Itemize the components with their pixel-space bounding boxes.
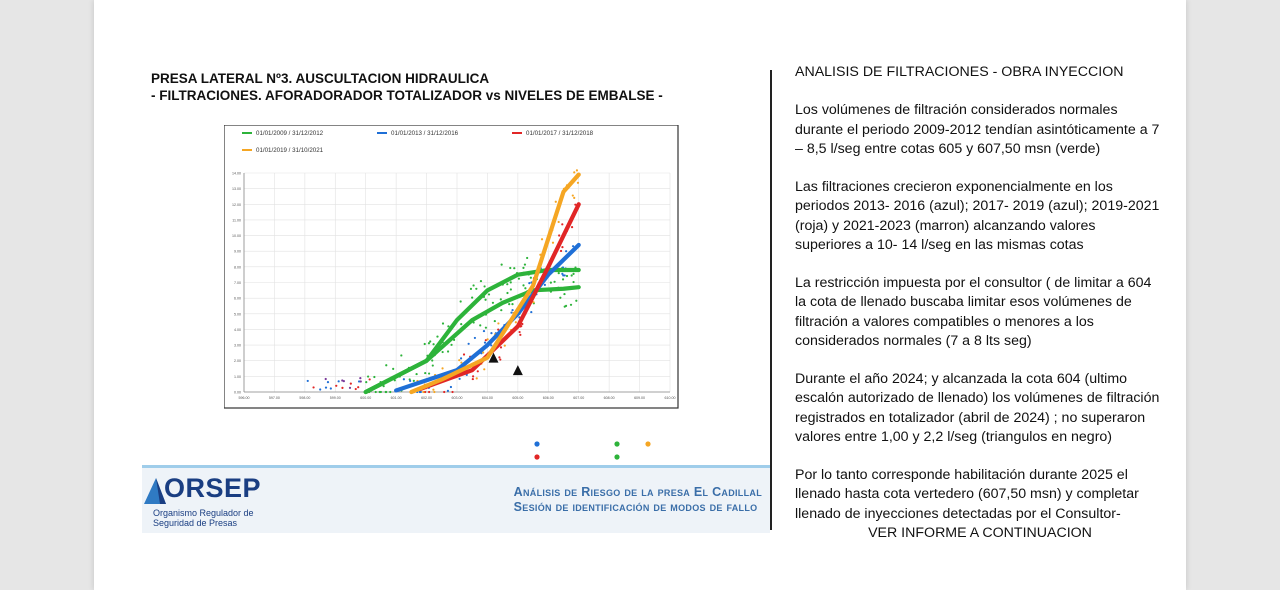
scatter-point xyxy=(319,388,321,390)
scatter-point xyxy=(550,282,552,284)
scatter-point xyxy=(490,332,492,334)
scatter-point xyxy=(392,368,394,370)
paragraph-3: La restricción impuesta por el consultor ( de limitar a 604 la cota de llenado buscaba limitar esos volúmenes de filtración a valores compatibles o menores a los considerados normales (7 a 8 lts seg) xyxy=(795,275,1152,349)
scatter-point xyxy=(522,284,524,286)
slide-title xyxy=(151,70,663,104)
slide-image xyxy=(142,70,772,530)
scatter-point xyxy=(484,299,486,301)
scatter-point xyxy=(570,304,572,306)
scatter-point xyxy=(415,373,417,375)
scatter-point xyxy=(561,223,563,225)
stray-dot xyxy=(614,441,619,446)
x-tick-label: 597.00 xyxy=(268,396,280,400)
scatter-point xyxy=(571,226,573,228)
legend-label: 01/01/2019 / 31/10/2021 xyxy=(256,147,324,155)
scatter-point xyxy=(486,338,488,340)
scatter-point xyxy=(518,278,520,280)
scatter-point xyxy=(564,306,566,308)
scatter-point xyxy=(571,274,573,276)
scatter-point xyxy=(576,169,578,171)
scatter-point xyxy=(369,378,371,380)
scatter-point xyxy=(424,372,426,374)
scatter-point xyxy=(471,297,473,299)
slide-title-line1: PRESA LATERAL Nº3. AUSCULTACION HIDRAULICA xyxy=(151,71,490,86)
scatter-point xyxy=(325,386,327,388)
scatter-point xyxy=(511,303,513,305)
paragraph-2: Las filtraciones crecieron exponencialmente en los periodos 2013- 2016 (azul); 2017- 2019 (azul); 2019-2021 (roja) y 2021-2023 (marron) alcanzando valores superiores a 10- 14 l/seg en las mismas cotas xyxy=(795,179,1160,253)
scatter-point xyxy=(355,388,357,390)
orsep-logo-subtitle: Organismo Regulador de Seguridad de Presas xyxy=(153,508,254,528)
x-tick-label: 606.00 xyxy=(542,396,554,400)
scatter-point xyxy=(565,250,567,252)
x-tick-label: 598.00 xyxy=(299,396,311,400)
scatter-point xyxy=(325,378,327,380)
scatter-point xyxy=(492,302,494,304)
scatter-point xyxy=(307,380,309,382)
scatter-point xyxy=(480,280,482,282)
scatter-point xyxy=(385,364,387,366)
scatter-point xyxy=(558,234,560,236)
scatter-point xyxy=(498,356,500,358)
scatter-point xyxy=(573,197,575,199)
scatter-point xyxy=(552,242,554,244)
scatter-point xyxy=(341,387,343,389)
scatter-point xyxy=(429,340,431,342)
scatter-point xyxy=(432,389,434,391)
scatter-point xyxy=(526,257,528,259)
paragraph-5: Por lo tanto corresponde habilitación durante 2025 el llenado hasta cota vertedero (607,50 msn) y completar llenado de inyecciones detectadas por el Consultor- xyxy=(795,467,1139,522)
legend-label: 01/01/2013 / 31/12/2016 xyxy=(391,130,459,138)
scatter-point xyxy=(504,345,506,347)
x-tick-label: 601.00 xyxy=(390,396,402,400)
x-tick-label: 602.00 xyxy=(421,396,433,400)
y-tick-label: 8.00 xyxy=(234,265,241,270)
scatter-point xyxy=(359,377,361,379)
scatter-point xyxy=(327,381,329,383)
scatter-point xyxy=(463,353,465,355)
see-report-link: VER INFORME A CONTINUACION xyxy=(868,524,1092,541)
y-tick-label: 7.00 xyxy=(234,281,241,285)
scatter-point xyxy=(422,391,424,393)
scatter-point xyxy=(447,390,449,392)
x-tick-label: 603.00 xyxy=(451,396,463,400)
scatter-point xyxy=(513,267,515,269)
scatter-point xyxy=(312,386,314,388)
scatter-point xyxy=(509,267,511,269)
scatter-point xyxy=(472,284,474,286)
x-tick-label: 605.00 xyxy=(512,396,524,400)
scatter-point xyxy=(562,274,564,276)
scatter-point xyxy=(544,284,546,286)
scatter-point xyxy=(572,273,574,275)
scatter-point xyxy=(500,309,502,311)
scatter-point xyxy=(385,391,387,393)
scatter-point xyxy=(379,391,381,393)
scatter-point xyxy=(494,320,496,322)
paragraph-1: Los volúmenes de filtración considerados normales durante el periodo 2009-2012 tendían asintóticamente a 7 – 8,5 l/seg entre cotas 605 y 607,50 msn (verde) xyxy=(795,102,1160,157)
scatter-point xyxy=(510,311,512,313)
scatter-point xyxy=(350,383,352,385)
scatter-point xyxy=(459,378,461,380)
scatter-point xyxy=(476,377,478,379)
scatter-point xyxy=(530,277,532,279)
scatter-point xyxy=(413,380,415,382)
scatter-point xyxy=(483,285,485,287)
scatter-point xyxy=(450,344,452,346)
scatter-point xyxy=(508,303,510,305)
scatter-point xyxy=(349,387,351,389)
scatter-point xyxy=(510,288,512,290)
scatter-point xyxy=(500,298,502,300)
scatter-point xyxy=(436,335,438,337)
scatter-point xyxy=(428,372,430,374)
scatter-point xyxy=(409,380,411,382)
scatter-point xyxy=(460,323,462,325)
scatter-point xyxy=(451,391,453,393)
scatter-point xyxy=(477,370,479,372)
scatter-point xyxy=(566,275,568,277)
analysis-text xyxy=(795,63,1165,543)
stray-dot xyxy=(534,454,539,459)
scatter-point xyxy=(428,391,430,393)
scatter-point xyxy=(360,380,362,382)
x-tick-label: 604.00 xyxy=(481,396,493,400)
scatter-point xyxy=(367,375,369,377)
scatter-point xyxy=(475,288,477,290)
column-divider xyxy=(770,70,772,530)
scatter-point xyxy=(470,288,472,290)
scatter-point xyxy=(522,267,524,269)
scatter-point xyxy=(541,238,543,240)
scatter-point xyxy=(483,368,485,370)
scatter-point xyxy=(563,293,565,295)
scatter-point xyxy=(365,381,367,383)
y-tick-label: 9.00 xyxy=(234,249,241,254)
scatter-point xyxy=(530,311,532,313)
y-tick-label: 6.00 xyxy=(234,296,241,301)
scatter-point xyxy=(468,343,470,345)
x-tick-label: 596.00 xyxy=(238,396,250,400)
scatter-point xyxy=(501,264,503,266)
scatter-point xyxy=(335,385,337,387)
y-tick-label: 13.00 xyxy=(232,187,241,192)
scatter-point xyxy=(575,300,577,302)
scatter-point xyxy=(433,391,435,393)
scatter-point xyxy=(330,387,332,389)
scatter-point xyxy=(577,182,579,184)
x-tick-label: 600.00 xyxy=(360,396,372,400)
scatter-point xyxy=(431,359,433,361)
scatter-point xyxy=(460,300,462,302)
footer-line1: Análisis de Riesgo de la presa El Cadillal xyxy=(513,485,762,499)
scatter-point xyxy=(560,250,562,252)
slide-footer xyxy=(142,465,770,533)
scatter-point xyxy=(484,341,486,343)
scatter-point xyxy=(488,293,490,295)
x-tick-label: 609.00 xyxy=(634,396,646,400)
scatter-point xyxy=(518,331,520,333)
scatter-point xyxy=(472,375,474,377)
scatter-point xyxy=(506,292,508,294)
scatter-point xyxy=(432,343,434,345)
x-tick-label: 607.00 xyxy=(573,396,585,400)
scatter-point xyxy=(559,297,561,299)
stray-dots xyxy=(527,435,657,465)
scatter-point xyxy=(497,322,499,324)
scatter-point xyxy=(515,321,517,323)
scatter-point xyxy=(424,343,426,345)
paragraph-4: Durante el año 2024; y alcanzada la cota 604 (ultimo escalón autorizado de llenado) los volúmenes de filtración registrados en totalizador (abril de 2024) ; no superaron valores entre 1,00 y 2,2 l/seg (triangulos en negro) xyxy=(795,371,1160,445)
scatter-point xyxy=(553,281,555,283)
scatter-point xyxy=(389,391,391,393)
scatter-point xyxy=(506,283,508,285)
scatter-point xyxy=(499,358,501,360)
x-tick-label: 608.00 xyxy=(603,396,615,400)
stray-dot xyxy=(645,441,650,446)
scatter-point xyxy=(373,376,375,378)
scatter-point xyxy=(400,354,402,356)
scatter-point xyxy=(428,342,430,344)
scatter-point xyxy=(558,272,560,274)
scatter-point xyxy=(472,378,474,380)
scatter-point xyxy=(524,287,526,289)
filtration-chart xyxy=(224,125,680,410)
scatter-point xyxy=(341,379,343,381)
scatter-point xyxy=(524,263,526,265)
stray-dot xyxy=(614,454,619,459)
footer-line2: Sesión de identificación de modos de fallo xyxy=(513,500,758,514)
y-tick-label: 12.00 xyxy=(232,202,241,207)
scatter-point xyxy=(442,351,444,353)
y-tick-label: 3.00 xyxy=(234,343,241,348)
scatter-point xyxy=(528,282,530,284)
scatter-point xyxy=(419,391,421,393)
analysis-heading: ANALISIS DE FILTRACIONES - OBRA INYECCION xyxy=(795,64,1124,80)
scatter-point xyxy=(442,322,444,324)
legend-label: 01/01/2009 / 31/12/2012 xyxy=(256,130,324,138)
scatter-point xyxy=(558,221,560,223)
scatter-point xyxy=(561,246,563,248)
scatter-point xyxy=(511,309,513,311)
y-tick-label: 14.00 xyxy=(232,171,241,176)
scatter-point xyxy=(460,357,462,359)
y-tick-label: 4.00 xyxy=(234,327,241,332)
scatter-point xyxy=(519,334,521,336)
footer-session-title xyxy=(514,485,762,515)
stray-dot xyxy=(534,441,539,446)
chart-frame xyxy=(224,125,678,408)
y-tick-label: 11.00 xyxy=(232,218,241,223)
scatter-point xyxy=(447,350,449,352)
scatter-point xyxy=(572,194,574,196)
scatter-point xyxy=(443,391,445,393)
slide-title-line2: - FILTRACIONES. AFORADORADOR TOTALIZADOR vs NIVELES DE EMBALSE - xyxy=(151,88,663,103)
scatter-point xyxy=(441,367,443,369)
y-tick-label: 5.00 xyxy=(234,312,241,317)
y-tick-label: 10.00 xyxy=(232,234,241,239)
orsep-logo: ORSEP xyxy=(164,473,262,503)
scatter-point xyxy=(338,380,340,382)
scatter-point xyxy=(403,378,405,380)
scatter-point xyxy=(555,201,557,203)
scatter-point xyxy=(357,386,359,388)
y-tick-label: 0.00 xyxy=(234,390,241,395)
scatter-point xyxy=(375,391,377,393)
scatter-point xyxy=(432,364,434,366)
scatter-point xyxy=(510,281,512,283)
x-tick-label: 610.00 xyxy=(664,396,676,400)
y-tick-label: 1.00 xyxy=(234,374,241,379)
scatter-point xyxy=(562,278,564,280)
y-tick-label: 2.00 xyxy=(234,359,241,364)
scatter-point xyxy=(479,324,481,326)
scatter-point xyxy=(483,330,485,332)
scatter-point xyxy=(458,359,460,361)
legend-label: 01/01/2017 / 31/12/2018 xyxy=(526,130,594,138)
x-tick-label: 599.00 xyxy=(329,396,341,400)
scatter-point xyxy=(572,281,574,283)
scatter-point xyxy=(450,386,452,388)
scatter-point xyxy=(485,327,487,329)
scatter-point xyxy=(500,346,502,348)
scatter-point xyxy=(474,337,476,339)
scatter-point xyxy=(573,171,575,173)
